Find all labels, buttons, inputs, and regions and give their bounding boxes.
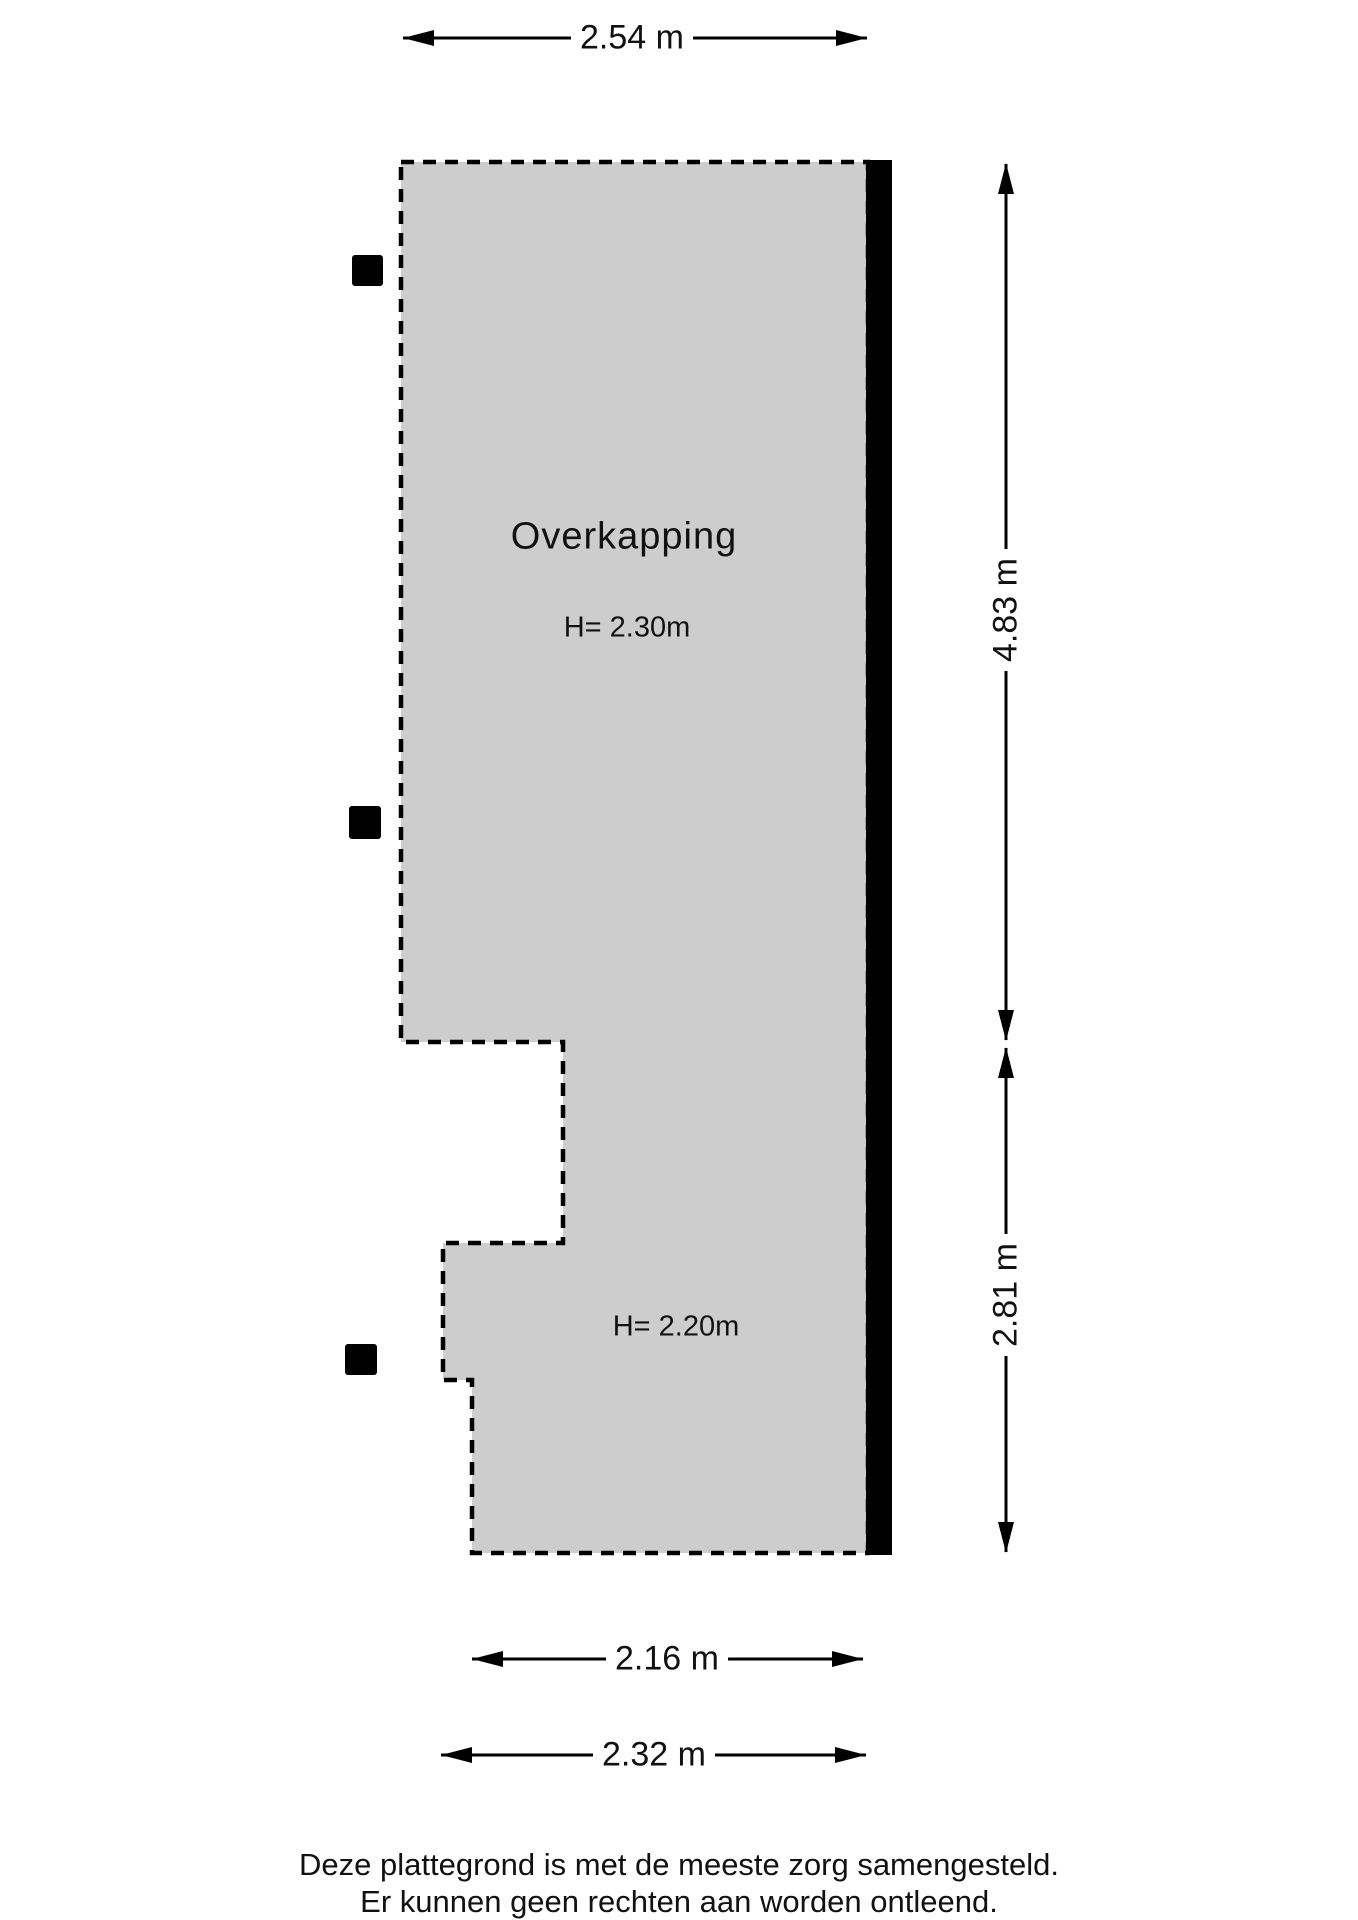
post-marker-top bbox=[352, 255, 383, 286]
post-marker-bottom bbox=[345, 1344, 377, 1375]
post-marker-middle bbox=[349, 806, 381, 839]
disclaimer bbox=[0, 1846, 1358, 1920]
overkapping-area-outline bbox=[401, 162, 868, 1553]
arrowhead-bottom-outer-left-icon bbox=[441, 1747, 472, 1763]
arrowhead-bottom-outer-right-icon bbox=[835, 1747, 866, 1763]
arrowhead-right-lower-top-icon bbox=[998, 1047, 1014, 1078]
arrowhead-bottom-inner-right-icon bbox=[832, 1651, 863, 1667]
disclaimer-line-2: Er kunnen geen rechten aan worden ontleend. bbox=[360, 1884, 998, 1919]
arrowhead-top-left-icon bbox=[403, 30, 434, 46]
arrowhead-top-right-icon bbox=[836, 30, 867, 46]
arrowhead-bottom-inner-left-icon bbox=[472, 1651, 503, 1667]
dimension-label-bottom-width-outer: 2.32 m bbox=[593, 1736, 715, 1773]
dimension-label-bottom-width-inner: 2.16 m bbox=[606, 1640, 728, 1677]
room-label-overkapping: Overkapping bbox=[510, 515, 738, 558]
arrowhead-right-upper-top-icon bbox=[998, 163, 1014, 194]
disclaimer-line-1: Deze plattegrond is met de meeste zorg samengesteld. bbox=[299, 1847, 1059, 1882]
height-label-lower: H= 2.20m bbox=[612, 1310, 740, 1343]
arrowhead-right-upper-bottom-icon bbox=[998, 1010, 1014, 1041]
dimension-label-top-width: 2.54 m bbox=[571, 19, 693, 56]
wall bbox=[866, 160, 892, 1555]
dimension-label-right-height-lower: 2.81 m bbox=[987, 1234, 1024, 1356]
dimension-label-right-height-upper: 4.83 m bbox=[987, 549, 1024, 671]
height-label-upper: H= 2.30m bbox=[563, 611, 691, 644]
arrowhead-right-lower-bottom-icon bbox=[998, 1522, 1014, 1553]
